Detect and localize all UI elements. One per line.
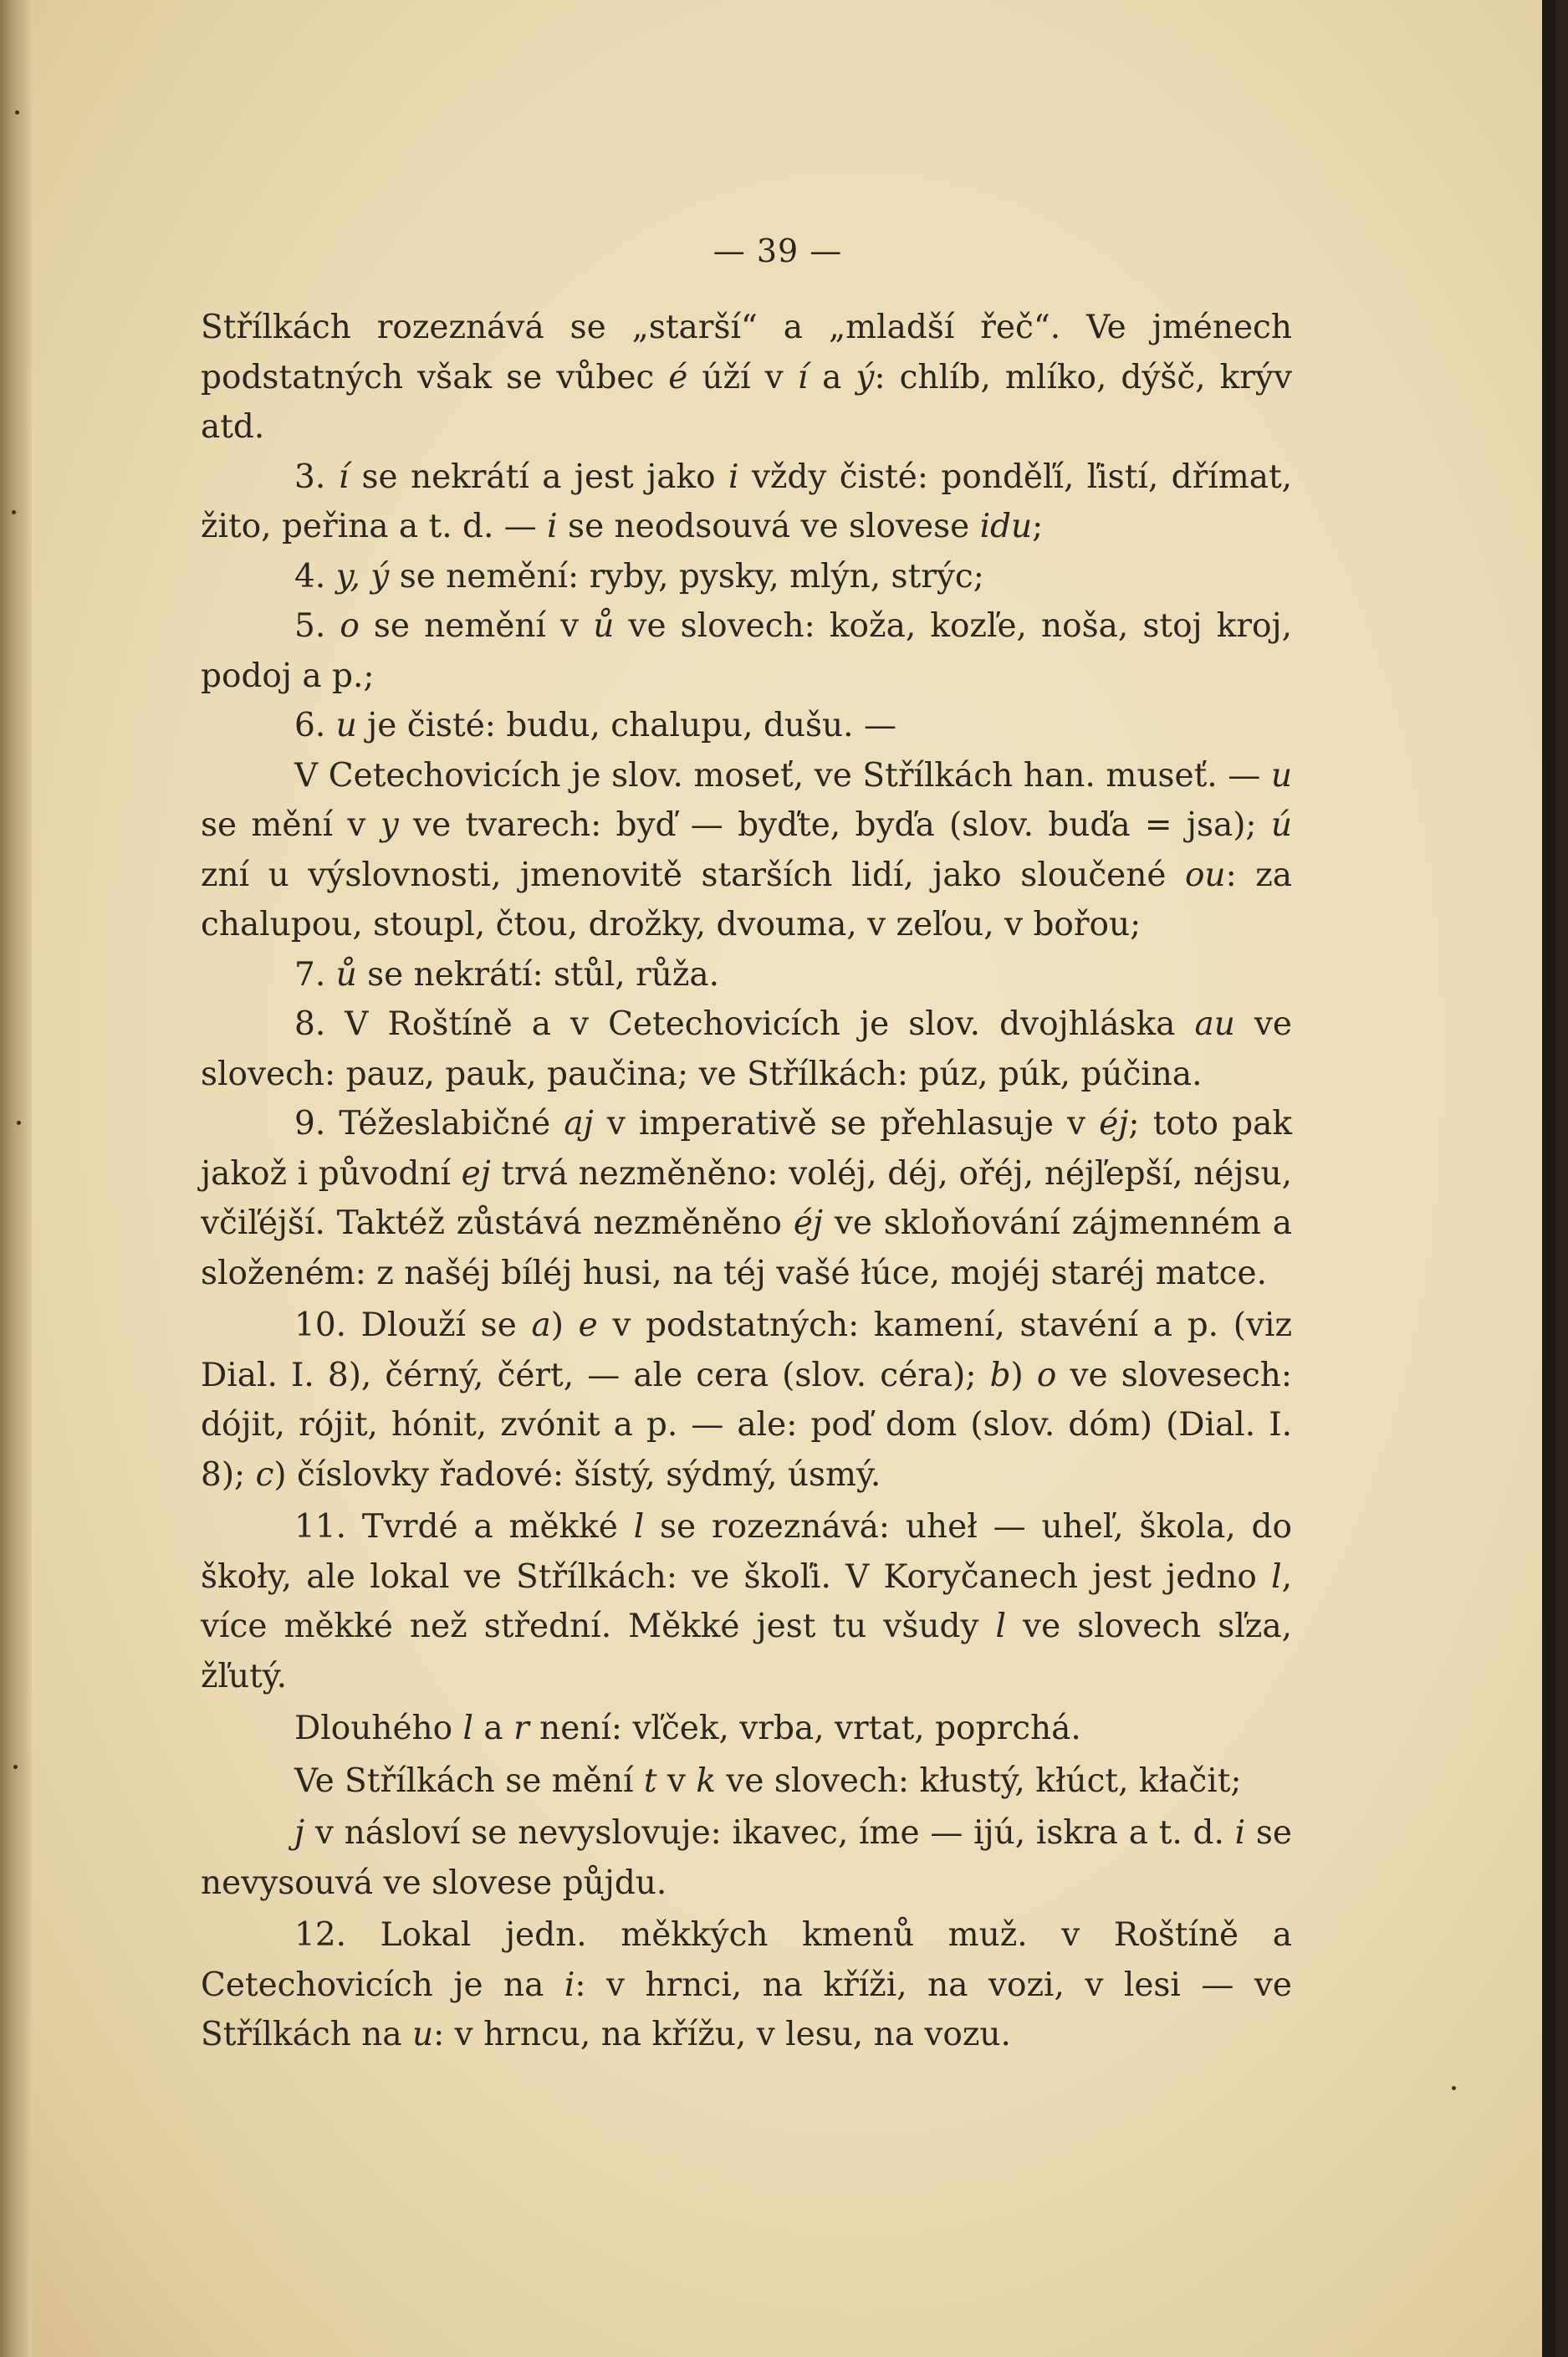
italic-term: i xyxy=(728,458,739,496)
paragraph xyxy=(201,1910,1292,2060)
italic-term: í xyxy=(797,358,809,396)
text-run: 4. xyxy=(294,557,336,596)
italic-term: i xyxy=(1234,1814,1246,1852)
text-run: se nekrátí: stůl, růža. xyxy=(356,955,720,994)
text-run: ve slovesech: dójit, rójit, hónit, zvónit a p. — ale: poď dom (slov. dóm) (Dial. I. 8); xyxy=(201,1356,1292,1494)
text-run: : za chalupou, stoupl, čtou, drožky, dvouma, v zeľou, v bořou; xyxy=(201,856,1292,943)
text-run: se nevysouvá ve slovese půjdu. xyxy=(201,1814,1292,1902)
italic-term: idu xyxy=(979,508,1033,545)
ink-speck xyxy=(13,1765,18,1769)
text-run: se nemění v xyxy=(359,607,594,645)
paragraph xyxy=(201,701,1292,751)
text-run: se nekrátí a jest jako xyxy=(349,458,728,496)
ink-speck xyxy=(12,510,16,514)
text-run: ; xyxy=(1032,508,1044,545)
paragraph xyxy=(201,950,1292,1000)
italic-term: y xyxy=(380,806,399,844)
text-run: se mění v xyxy=(201,806,381,844)
text-run: ve skloňování zájmenném a složeném: z našéj bíléj husi, na téj vašé łúce, mojéj staréj matce. xyxy=(201,1204,1292,1292)
body-text xyxy=(201,303,1292,2060)
italic-term: o xyxy=(340,607,360,645)
italic-term: ou xyxy=(1184,856,1226,894)
text-run: trvá nezměněno: voléj, déj, ořéj, néjľepší, néjsu, včiľéjší. Taktéž zůstává nezměněno xyxy=(201,1154,1292,1242)
paragraph xyxy=(201,552,1292,602)
italic-term: éj xyxy=(1099,1105,1129,1143)
italic-term: r xyxy=(513,1710,529,1747)
text-run: , více měkké než střední. Měkké jest tu všudy xyxy=(201,1557,1292,1645)
paragraph xyxy=(201,1808,1292,1908)
text-run: ; toto pak jakož i původní xyxy=(201,1105,1292,1193)
text-run: 3. xyxy=(294,458,339,496)
italic-term: u xyxy=(335,707,357,744)
italic-term: u xyxy=(1270,756,1292,795)
italic-term: ý xyxy=(856,358,875,396)
text-run: Střílkách rozeznává se „starší“ a „mladší řeč“. Ve jménech podstatných však se vůbec xyxy=(201,309,1292,396)
italic-term: y, ý xyxy=(335,557,390,596)
text-run: ) xyxy=(550,1306,579,1344)
paragraph xyxy=(201,452,1292,552)
italic-term: é xyxy=(668,358,688,396)
paragraph xyxy=(201,303,1292,452)
text-run: je čisté: budu, chalupu, dušu. — xyxy=(356,707,896,744)
text-run: vždy čisté: ponděľí, ľistí, dřímat, žito, peřina a t. d. — xyxy=(201,458,1293,545)
italic-term: éj xyxy=(793,1204,824,1242)
text-run: ) xyxy=(1010,1356,1037,1394)
text-run: 11. Tvrdé a měkké xyxy=(294,1508,634,1546)
text-run: : v hrnci, na kříži, na vozi, v lesi — ve Střílkách na xyxy=(201,1966,1292,2053)
paragraph xyxy=(201,1756,1292,1807)
text-run: 10. Dlouží se xyxy=(294,1306,532,1344)
text-run: 8. V Roštíně a v Cetechovicích je slov. dvojhláska xyxy=(294,1005,1195,1043)
italic-term: l xyxy=(633,1508,645,1546)
text-run: v xyxy=(656,1761,697,1800)
text-run: 7. xyxy=(294,955,336,994)
text-run: ve tvarech: byď — byďte, byďa (slov. buďa = jsa); xyxy=(398,806,1271,844)
italic-term: l xyxy=(462,1710,474,1747)
italic-term: j xyxy=(294,1814,305,1852)
italic-term: i xyxy=(564,1966,575,2004)
paragraph xyxy=(201,751,1292,950)
text-run: 5. xyxy=(294,607,340,645)
paragraph xyxy=(201,1502,1292,1701)
text-run: : v hrncu, na křížu, v lesu, na vozu. xyxy=(433,2016,1011,2053)
text-run: ve slovech: pauz, pauk, paučina; ve Střílkách: púz, púk, púčina. xyxy=(201,1005,1292,1093)
text-run: 9. Téžeslabičné xyxy=(294,1105,564,1143)
italic-term: c xyxy=(255,1455,274,1494)
italic-term: i xyxy=(547,508,558,545)
page-number: — 39 — xyxy=(712,233,843,269)
text-run: Ve Střílkách se mění xyxy=(294,1761,644,1800)
text-run: se rozeznává: uheł — uheľ, škola, do škoły, ale lokal ve Střílkách: ve škoľi. V Koryčanech jest jedno xyxy=(201,1508,1292,1596)
text-run: v násloví se nevyslovuje: ikavec, íme — ijú, iskra a t. d. xyxy=(304,1814,1235,1852)
text-run: ve slovech sľza, žľutý. xyxy=(201,1608,1292,1695)
text-run: se nemění: ryby, pysky, mlýn, strýc; xyxy=(389,557,984,596)
paragraph xyxy=(201,1099,1292,1298)
text-run: ve slovech: kłustý, kłúct, kłačit; xyxy=(715,1761,1242,1800)
paragraph xyxy=(201,601,1292,701)
italic-term: u xyxy=(412,2016,434,2053)
text-run: úží v xyxy=(687,358,798,396)
ink-speck xyxy=(15,110,19,115)
text-run: v podstatných: kamení, stavéní a p. (viz Dial. I. 8), čérný, čért, — ale cera (slov. céra); xyxy=(201,1306,1292,1394)
italic-term: k xyxy=(696,1761,716,1800)
text-run: v imperativě se přehlasuje v xyxy=(593,1105,1100,1143)
italic-term: ej xyxy=(461,1154,491,1193)
text-run: se neodsouvá ve slovese xyxy=(557,508,980,545)
ink-speck xyxy=(1452,2086,1456,2090)
ink-speck xyxy=(17,1121,21,1125)
italic-term: ú xyxy=(1270,806,1292,844)
text-run: : chlíb, mlíko, dýšč, krýv atd. xyxy=(201,358,1292,446)
text-run: zní u výslovnosti, jmenovitě starších lidí, jako sloučené xyxy=(201,856,1185,894)
italic-term: b xyxy=(989,1356,1011,1394)
italic-term: a xyxy=(531,1306,551,1344)
text-run: ) číslovky řadové: šístý, sýdmý, úsmý. xyxy=(273,1455,881,1494)
italic-term: e xyxy=(578,1306,598,1344)
italic-term: í xyxy=(338,458,350,496)
text-run: není: vľček, vrba, vrtat, poprchá. xyxy=(529,1710,1081,1747)
italic-term: ů xyxy=(593,607,615,645)
italic-term: o xyxy=(1036,1356,1057,1394)
text-run: a xyxy=(808,358,856,396)
italic-term: l xyxy=(995,1608,1006,1645)
italic-term: aj xyxy=(564,1105,594,1143)
paragraph xyxy=(201,1000,1292,1099)
italic-term: l xyxy=(1271,1557,1282,1596)
text-run: Dlouhého xyxy=(294,1710,463,1747)
paragraph xyxy=(201,1704,1292,1754)
text-run: a xyxy=(473,1710,514,1747)
italic-term: t xyxy=(643,1761,657,1800)
text-run: 6. xyxy=(294,707,336,744)
text-run: 12. Lokal jedn. měkkých kmenů muž. v Roštíně a Cetechovicích je na xyxy=(201,1916,1292,2004)
text-run: ve slovech: koža, kozľe, noša, stoj kroj, podoj a p.; xyxy=(201,607,1292,695)
paragraph xyxy=(201,1301,1292,1500)
text-run: V Cetechovicích je slov. moseť, ve Střílkách han. museť. — xyxy=(294,756,1271,795)
page-gutter-shadow xyxy=(0,0,32,2357)
page-edge xyxy=(1542,0,1555,2357)
italic-term: au xyxy=(1194,1005,1235,1043)
italic-term: ů xyxy=(335,955,357,994)
